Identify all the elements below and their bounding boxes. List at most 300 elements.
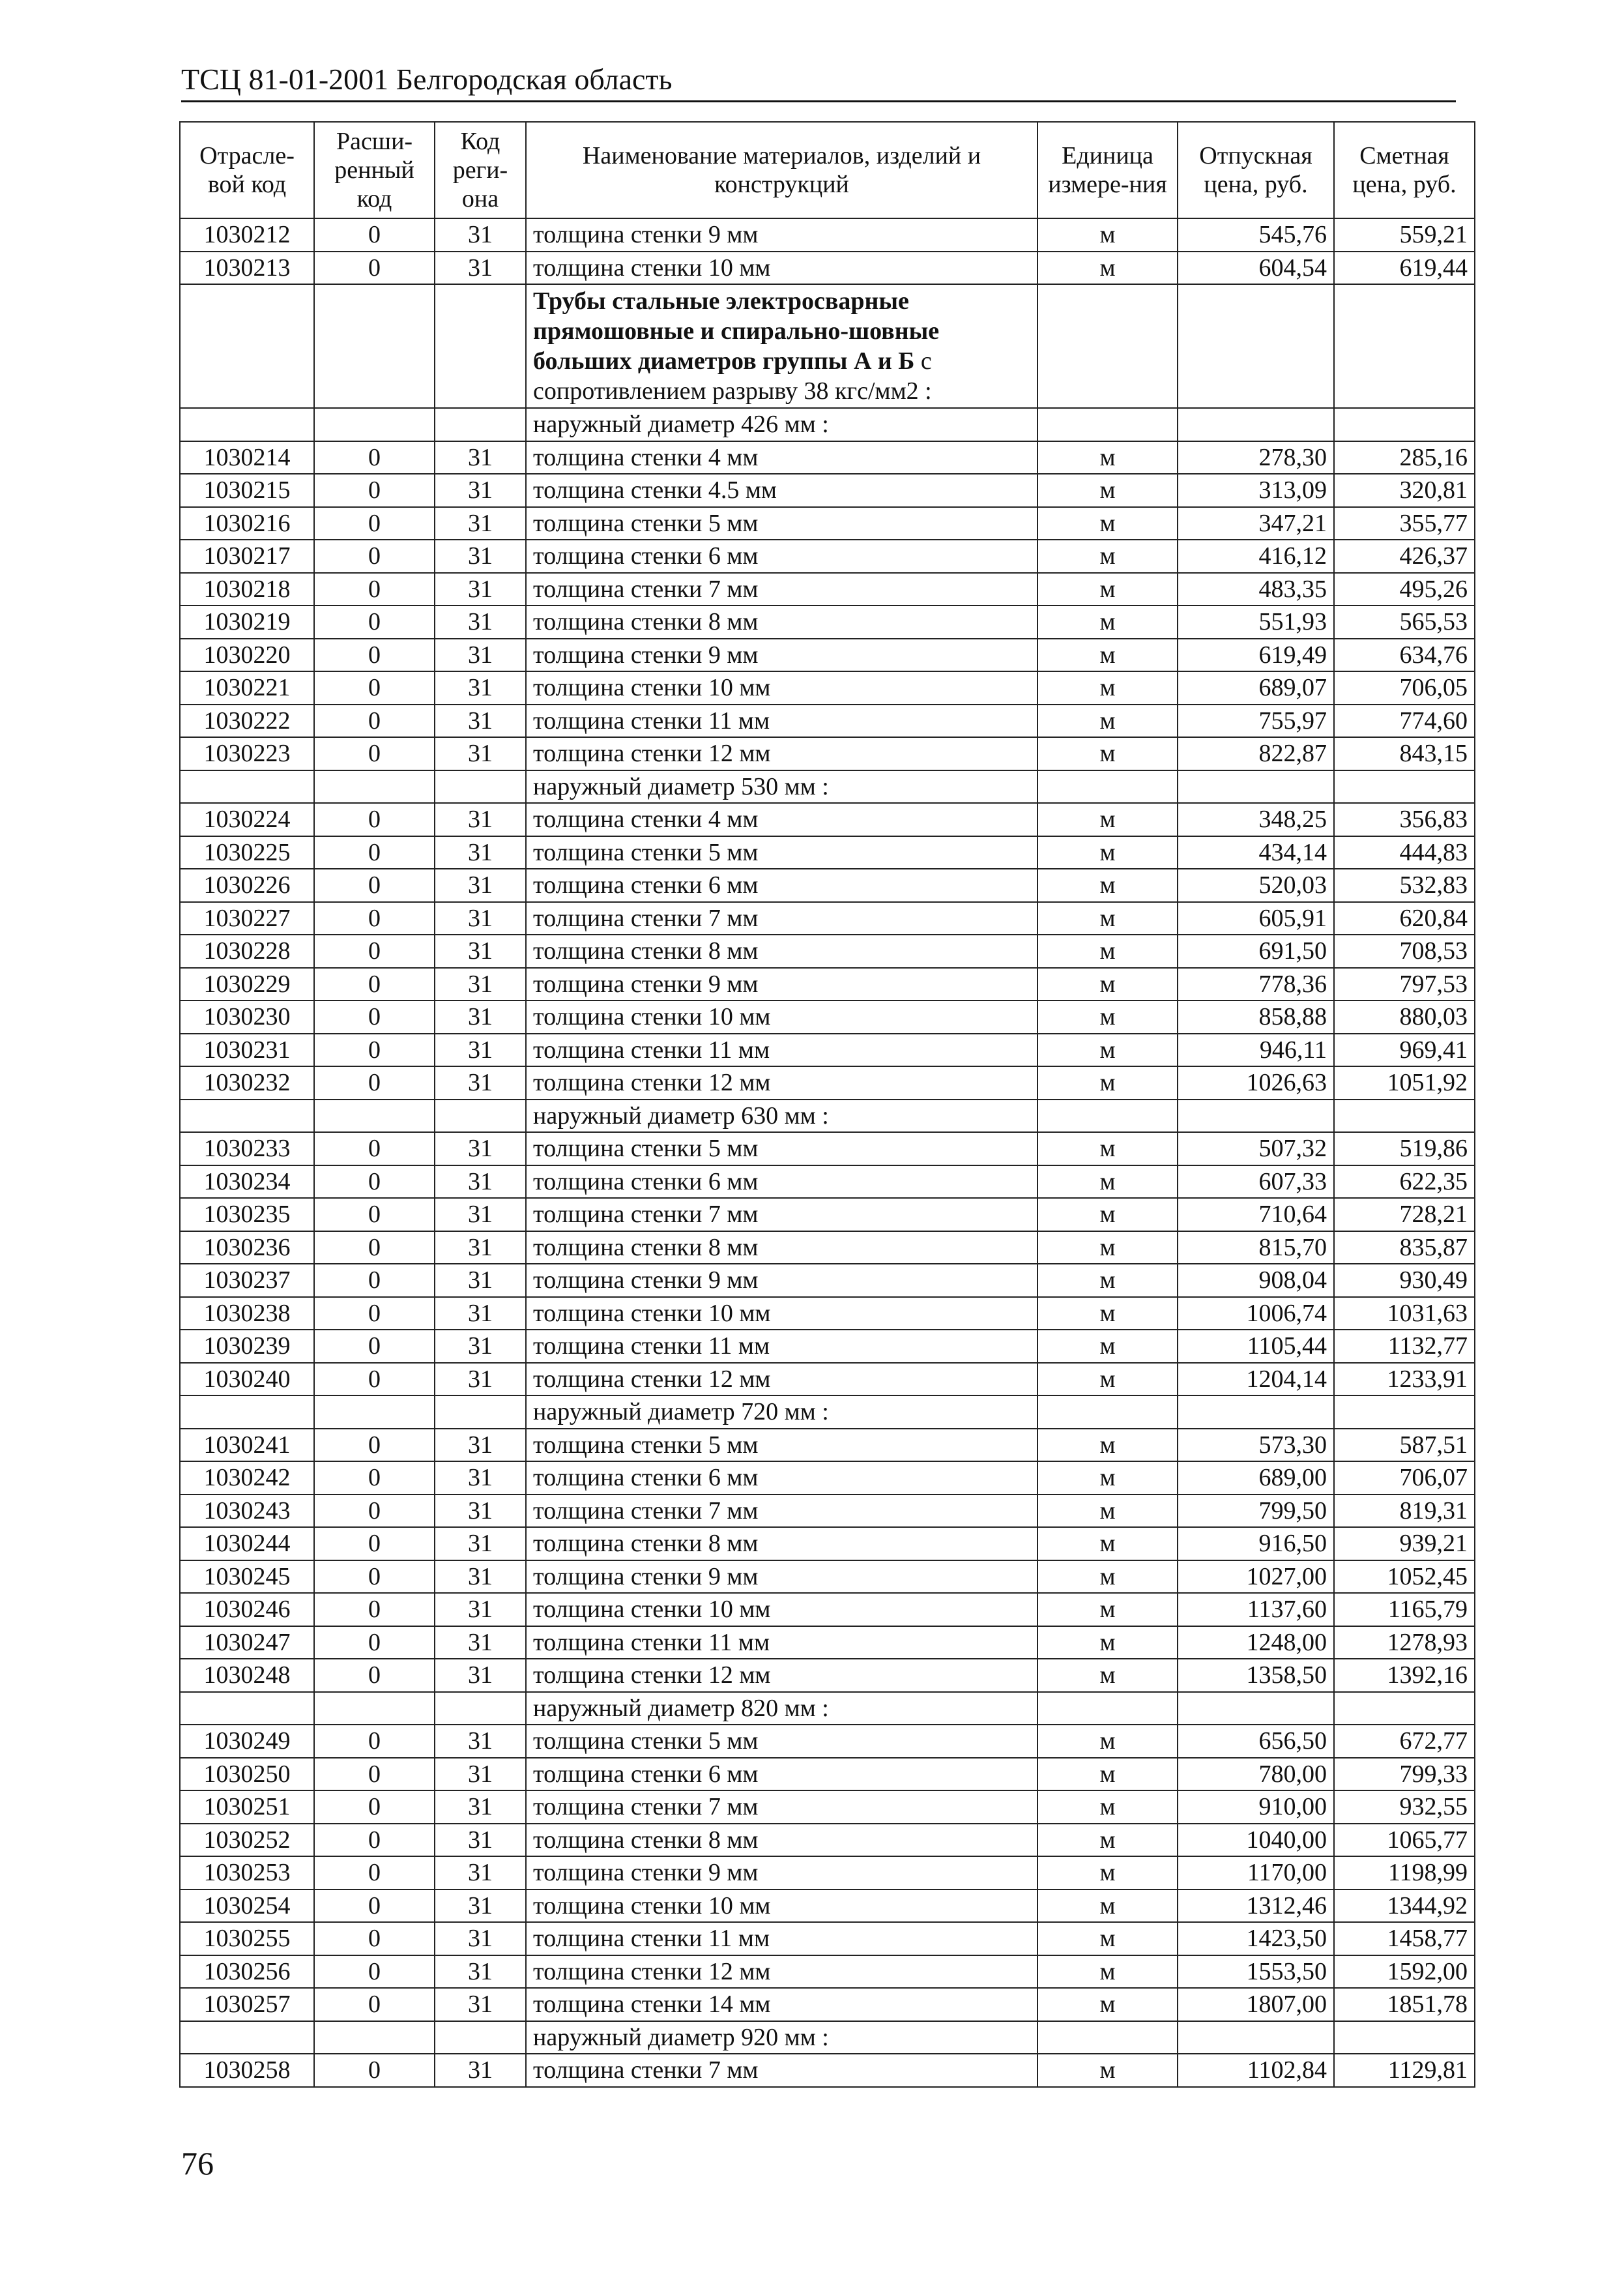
empty-cell (1037, 2021, 1178, 2054)
unit: м (1037, 252, 1178, 285)
item-name: толщина стенки 8 мм (526, 606, 1037, 639)
estimate-price: 1132,77 (1334, 1330, 1475, 1363)
empty-cell (314, 408, 435, 441)
empty-cell (435, 770, 526, 804)
estimate-price: 619,44 (1334, 252, 1475, 285)
region-code: 31 (435, 1429, 526, 1462)
industry-code: 1030240 (180, 1363, 314, 1396)
region-code: 31 (435, 1165, 526, 1199)
region-code: 31 (435, 803, 526, 836)
unit: м (1037, 639, 1178, 672)
table-row (180, 252, 1475, 285)
release-price: 619,49 (1178, 639, 1334, 672)
table-row (180, 1626, 1475, 1659)
unit: м (1037, 1034, 1178, 1067)
industry-code: 1030212 (180, 218, 314, 252)
estimate-price: 706,07 (1334, 1461, 1475, 1495)
empty-cell (435, 1100, 526, 1133)
release-price: 1102,84 (1178, 2054, 1334, 2087)
extended-code: 0 (314, 1495, 435, 1528)
table-row (180, 1758, 1475, 1791)
estimate-price: 1851,78 (1334, 1988, 1475, 2021)
industry-code: 1030237 (180, 1264, 314, 1297)
item-name: толщина стенки 8 мм (526, 1527, 1037, 1560)
industry-code: 1030220 (180, 639, 314, 672)
estimate-price: 495,26 (1334, 573, 1475, 606)
table-row (180, 1890, 1475, 1923)
release-price: 691,50 (1178, 935, 1334, 968)
item-name: толщина стенки 11 мм (526, 1922, 1037, 1955)
industry-code: 1030214 (180, 441, 314, 474)
estimate-price: 843,15 (1334, 737, 1475, 770)
estimate-price: 930,49 (1334, 1264, 1475, 1297)
empty-cell (314, 284, 435, 408)
empty-cell (314, 1100, 435, 1133)
release-price: 1105,44 (1178, 1330, 1334, 1363)
unit: м (1037, 803, 1178, 836)
release-price: 1006,74 (1178, 1297, 1334, 1330)
estimate-price: 355,77 (1334, 507, 1475, 540)
subheading-text: наружный диаметр 720 мм : (526, 1395, 1037, 1429)
region-code: 31 (435, 1461, 526, 1495)
item-name: толщина стенки 9 мм (526, 1264, 1037, 1297)
release-price: 1137,60 (1178, 1593, 1334, 1626)
region-code: 31 (435, 1856, 526, 1890)
extended-code: 0 (314, 902, 435, 935)
release-price: 1312,46 (1178, 1890, 1334, 1923)
region-code: 31 (435, 1297, 526, 1330)
extended-code: 0 (314, 1560, 435, 1594)
item-name: толщина стенки 8 мм (526, 1824, 1037, 1857)
extended-code: 0 (314, 1593, 435, 1626)
industry-code: 1030232 (180, 1066, 314, 1100)
unit: м (1037, 705, 1178, 738)
extended-code: 0 (314, 1000, 435, 1034)
table-row (180, 573, 1475, 606)
extended-code: 0 (314, 1659, 435, 1692)
item-name: толщина стенки 4.5 мм (526, 474, 1037, 507)
region-code: 31 (435, 606, 526, 639)
table-row (180, 1132, 1475, 1165)
industry-code: 1030222 (180, 705, 314, 738)
table-row (180, 1034, 1475, 1067)
industry-code: 1030247 (180, 1626, 314, 1659)
industry-code: 1030229 (180, 968, 314, 1001)
release-price: 607,33 (1178, 1165, 1334, 1199)
subheading-row (180, 770, 1475, 804)
region-code: 31 (435, 540, 526, 573)
estimate-price: 932,55 (1334, 1790, 1475, 1824)
estimate-price: 565,53 (1334, 606, 1475, 639)
item-name: толщина стенки 14 мм (526, 1988, 1037, 2021)
unit: м (1037, 573, 1178, 606)
table-row (180, 1527, 1475, 1560)
table-row (180, 935, 1475, 968)
item-name: толщина стенки 12 мм (526, 737, 1037, 770)
region-code: 31 (435, 441, 526, 474)
table-row (180, 1560, 1475, 1594)
industry-code: 1030241 (180, 1429, 314, 1462)
region-code: 31 (435, 1066, 526, 1100)
unit: м (1037, 836, 1178, 869)
region-code: 31 (435, 869, 526, 902)
unit: м (1037, 869, 1178, 902)
table-row (180, 1429, 1475, 1462)
item-name: толщина стенки 7 мм (526, 1198, 1037, 1231)
item-name: толщина стенки 4 мм (526, 441, 1037, 474)
empty-cell (314, 2021, 435, 2054)
region-code: 31 (435, 1132, 526, 1165)
extended-code: 0 (314, 1363, 435, 1396)
extended-code: 0 (314, 1955, 435, 1989)
release-price: 910,00 (1178, 1790, 1334, 1824)
estimate-price: 622,35 (1334, 1165, 1475, 1199)
release-price: 551,93 (1178, 606, 1334, 639)
subheading-text: наружный диаметр 530 мм : (526, 770, 1037, 804)
extended-code: 0 (314, 869, 435, 902)
release-price: 689,00 (1178, 1461, 1334, 1495)
industry-code: 1030230 (180, 1000, 314, 1034)
item-name: толщина стенки 4 мм (526, 803, 1037, 836)
region-code: 31 (435, 2054, 526, 2087)
region-code: 31 (435, 1824, 526, 1857)
unit: м (1037, 1495, 1178, 1528)
unit: м (1037, 1758, 1178, 1791)
region-code: 31 (435, 1330, 526, 1363)
page-header (181, 60, 1456, 102)
extended-code: 0 (314, 1066, 435, 1100)
estimate-price: 1031,63 (1334, 1297, 1475, 1330)
unit: м (1037, 1527, 1178, 1560)
release-price: 605,91 (1178, 902, 1334, 935)
item-name: толщина стенки 7 мм (526, 2054, 1037, 2087)
estimate-price: 1165,79 (1334, 1593, 1475, 1626)
table-row (180, 705, 1475, 738)
release-price: 946,11 (1178, 1034, 1334, 1067)
empty-cell (1037, 1395, 1178, 1429)
unit: м (1037, 1790, 1178, 1824)
item-name: толщина стенки 8 мм (526, 935, 1037, 968)
release-price: 1204,14 (1178, 1363, 1334, 1396)
table-row (180, 507, 1475, 540)
region-code: 31 (435, 1198, 526, 1231)
item-name: толщина стенки 11 мм (526, 1626, 1037, 1659)
empty-cell (435, 1395, 526, 1429)
release-price: 278,30 (1178, 441, 1334, 474)
table-row (180, 1856, 1475, 1890)
extended-code: 0 (314, 1461, 435, 1495)
empty-cell (180, 1692, 314, 1725)
empty-cell (1178, 1395, 1334, 1429)
empty-cell (435, 408, 526, 441)
industry-code: 1030235 (180, 1198, 314, 1231)
region-code: 31 (435, 1790, 526, 1824)
item-name: толщина стенки 6 мм (526, 869, 1037, 902)
extended-code: 0 (314, 737, 435, 770)
col-header-industry-code: Отрасле-вой код (180, 122, 314, 218)
release-price: 1807,00 (1178, 1988, 1334, 2021)
region-code: 31 (435, 968, 526, 1001)
col-header-region-code: Код реги-она (435, 122, 526, 218)
table-row (180, 1165, 1475, 1199)
estimate-price: 1233,91 (1334, 1363, 1475, 1396)
region-code: 31 (435, 1527, 526, 1560)
table-row (180, 218, 1475, 252)
item-name: толщина стенки 6 мм (526, 540, 1037, 573)
extended-code: 0 (314, 1264, 435, 1297)
release-price: 710,64 (1178, 1198, 1334, 1231)
empty-cell (180, 284, 314, 408)
item-name: толщина стенки 5 мм (526, 1725, 1037, 1758)
release-price: 916,50 (1178, 1527, 1334, 1560)
industry-code: 1030231 (180, 1034, 314, 1067)
estimate-price: 519,86 (1334, 1132, 1475, 1165)
item-name: толщина стенки 11 мм (526, 1034, 1037, 1067)
extended-code: 0 (314, 836, 435, 869)
unit: м (1037, 1988, 1178, 2021)
table-row (180, 1297, 1475, 1330)
region-code: 31 (435, 1231, 526, 1264)
unit: м (1037, 2054, 1178, 2087)
empty-cell (1178, 770, 1334, 804)
item-name: толщина стенки 10 мм (526, 671, 1037, 705)
release-price: 1040,00 (1178, 1824, 1334, 1857)
group-heading (526, 284, 1037, 408)
release-price: 755,97 (1178, 705, 1334, 738)
region-code: 31 (435, 218, 526, 252)
extended-code: 0 (314, 540, 435, 573)
estimate-price: 797,53 (1334, 968, 1475, 1001)
table-row (180, 1461, 1475, 1495)
table-row (180, 540, 1475, 573)
estimate-price: 706,05 (1334, 671, 1475, 705)
item-name: толщина стенки 5 мм (526, 836, 1037, 869)
table-row (180, 1725, 1475, 1758)
table-row (180, 737, 1475, 770)
table-row (180, 2054, 1475, 2087)
empty-cell (435, 1692, 526, 1725)
empty-cell (1334, 408, 1475, 441)
estimate-price: 320,81 (1334, 474, 1475, 507)
group-heading-row (180, 284, 1475, 408)
unit: м (1037, 218, 1178, 252)
extended-code: 0 (314, 1231, 435, 1264)
document-title: ТСЦ 81-01-2001 Белгородская область (181, 63, 673, 96)
release-price: 1026,63 (1178, 1066, 1334, 1100)
release-price: 1423,50 (1178, 1922, 1334, 1955)
empty-cell (314, 1692, 435, 1725)
region-code: 31 (435, 1890, 526, 1923)
unit: м (1037, 1593, 1178, 1626)
empty-cell (1178, 2021, 1334, 2054)
extended-code: 0 (314, 1297, 435, 1330)
table-row (180, 1593, 1475, 1626)
subheading-row (180, 1692, 1475, 1725)
extended-code: 0 (314, 1856, 435, 1890)
item-name: толщина стенки 7 мм (526, 1790, 1037, 1824)
region-code: 31 (435, 705, 526, 738)
release-price: 416,12 (1178, 540, 1334, 573)
table-body (180, 218, 1475, 2087)
extended-code: 0 (314, 2054, 435, 2087)
subheading-text: наружный диаметр 426 мм : (526, 408, 1037, 441)
extended-code: 0 (314, 1988, 435, 2021)
industry-code: 1030257 (180, 1988, 314, 2021)
release-price: 908,04 (1178, 1264, 1334, 1297)
industry-code: 1030213 (180, 252, 314, 285)
estimate-price: 1278,93 (1334, 1626, 1475, 1659)
item-name: толщина стенки 8 мм (526, 1231, 1037, 1264)
industry-code: 1030234 (180, 1165, 314, 1199)
unit: м (1037, 671, 1178, 705)
item-name: толщина стенки 9 мм (526, 218, 1037, 252)
subheading-row (180, 2021, 1475, 2054)
estimate-price: 1344,92 (1334, 1890, 1475, 1923)
unit: м (1037, 968, 1178, 1001)
unit: м (1037, 1626, 1178, 1659)
industry-code: 1030224 (180, 803, 314, 836)
unit: м (1037, 474, 1178, 507)
industry-code: 1030233 (180, 1132, 314, 1165)
empty-cell (1334, 1100, 1475, 1133)
col-header-release-price: Отпускная цена, руб. (1178, 122, 1334, 218)
table-row (180, 441, 1475, 474)
table-row (180, 836, 1475, 869)
region-code: 31 (435, 1955, 526, 1989)
extended-code: 0 (314, 441, 435, 474)
region-code: 31 (435, 639, 526, 672)
unit: м (1037, 902, 1178, 935)
release-price: 778,36 (1178, 968, 1334, 1001)
subheading-row (180, 1395, 1475, 1429)
extended-code: 0 (314, 1165, 435, 1199)
extended-code: 0 (314, 803, 435, 836)
industry-code: 1030217 (180, 540, 314, 573)
extended-code: 0 (314, 1527, 435, 1560)
extended-code: 0 (314, 935, 435, 968)
industry-code: 1030254 (180, 1890, 314, 1923)
unit: м (1037, 1363, 1178, 1396)
item-name: толщина стенки 11 мм (526, 1330, 1037, 1363)
extended-code: 0 (314, 1824, 435, 1857)
item-name: толщина стенки 5 мм (526, 1132, 1037, 1165)
item-name: толщина стенки 5 мм (526, 1429, 1037, 1462)
region-code: 31 (435, 573, 526, 606)
unit: м (1037, 1165, 1178, 1199)
unit: м (1037, 737, 1178, 770)
unit: м (1037, 1000, 1178, 1034)
region-code: 31 (435, 1758, 526, 1791)
unit: м (1037, 1955, 1178, 1989)
estimate-price: 819,31 (1334, 1495, 1475, 1528)
region-code: 31 (435, 1593, 526, 1626)
industry-code: 1030248 (180, 1659, 314, 1692)
item-name: толщина стенки 9 мм (526, 639, 1037, 672)
unit: м (1037, 1264, 1178, 1297)
item-name: толщина стенки 6 мм (526, 1461, 1037, 1495)
industry-code: 1030218 (180, 573, 314, 606)
extended-code: 0 (314, 968, 435, 1001)
empty-cell (180, 1100, 314, 1133)
unit: м (1037, 1231, 1178, 1264)
item-name: толщина стенки 10 мм (526, 1593, 1037, 1626)
unit: м (1037, 1824, 1178, 1857)
estimate-price: 728,21 (1334, 1198, 1475, 1231)
unit: м (1037, 606, 1178, 639)
group-heading-bold: Трубы стальные электросварные прямошовные и спирально-шовные больших диаметров группы А и Б (533, 287, 940, 375)
region-code: 31 (435, 836, 526, 869)
region-code: 31 (435, 1626, 526, 1659)
table-row (180, 1955, 1475, 1989)
table-row (180, 1264, 1475, 1297)
item-name: толщина стенки 9 мм (526, 968, 1037, 1001)
item-name: толщина стенки 9 мм (526, 1856, 1037, 1890)
empty-cell (435, 2021, 526, 2054)
table-row (180, 1231, 1475, 1264)
subheading-text: наружный диаметр 630 мм : (526, 1100, 1037, 1133)
estimate-price: 1065,77 (1334, 1824, 1475, 1857)
release-price: 604,54 (1178, 252, 1334, 285)
release-price: 822,87 (1178, 737, 1334, 770)
empty-cell (314, 770, 435, 804)
item-name: толщина стенки 10 мм (526, 1297, 1037, 1330)
release-price: 483,35 (1178, 573, 1334, 606)
extended-code: 0 (314, 1725, 435, 1758)
unit: м (1037, 1922, 1178, 1955)
industry-code: 1030225 (180, 836, 314, 869)
extended-code: 0 (314, 1034, 435, 1067)
region-code: 31 (435, 1922, 526, 1955)
industry-code: 1030227 (180, 902, 314, 935)
table-row (180, 474, 1475, 507)
empty-cell (1178, 1692, 1334, 1725)
item-name: толщина стенки 12 мм (526, 1066, 1037, 1100)
estimate-price: 969,41 (1334, 1034, 1475, 1067)
extended-code: 0 (314, 218, 435, 252)
extended-code: 0 (314, 1890, 435, 1923)
item-name: толщина стенки 11 мм (526, 705, 1037, 738)
page-number: 76 (181, 2145, 214, 2182)
extended-code: 0 (314, 474, 435, 507)
extended-code: 0 (314, 573, 435, 606)
industry-code: 1030236 (180, 1231, 314, 1264)
col-header-estimate-price: Сметная цена, руб. (1334, 122, 1475, 218)
item-name: толщина стенки 5 мм (526, 507, 1037, 540)
industry-code: 1030256 (180, 1955, 314, 1989)
unit: м (1037, 1198, 1178, 1231)
table-row (180, 1066, 1475, 1100)
extended-code: 0 (314, 1330, 435, 1363)
extended-code: 0 (314, 1429, 435, 1462)
unit: м (1037, 1659, 1178, 1692)
industry-code: 1030228 (180, 935, 314, 968)
release-price: 507,32 (1178, 1132, 1334, 1165)
release-price: 780,00 (1178, 1758, 1334, 1791)
estimate-price: 444,83 (1334, 836, 1475, 869)
release-price: 573,30 (1178, 1429, 1334, 1462)
estimate-price: 1051,92 (1334, 1066, 1475, 1100)
region-code: 31 (435, 507, 526, 540)
subheading-row (180, 408, 1475, 441)
header-rule (181, 100, 1456, 102)
unit: м (1037, 1560, 1178, 1594)
item-name: толщина стенки 10 мм (526, 1890, 1037, 1923)
release-price: 1248,00 (1178, 1626, 1334, 1659)
unit: м (1037, 1890, 1178, 1923)
table-row (180, 639, 1475, 672)
estimate-price: 587,51 (1334, 1429, 1475, 1462)
industry-code: 1030242 (180, 1461, 314, 1495)
